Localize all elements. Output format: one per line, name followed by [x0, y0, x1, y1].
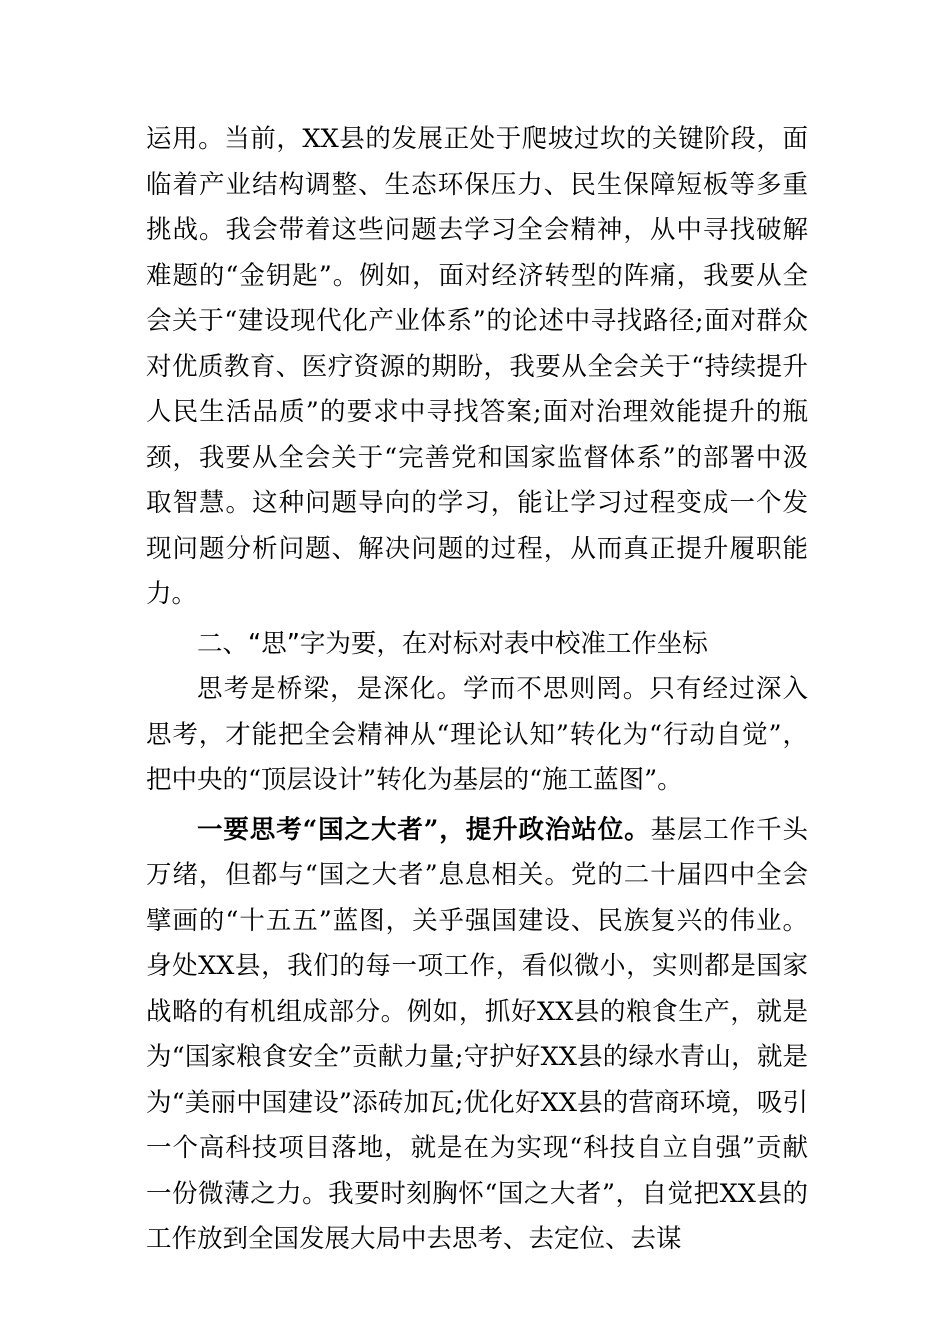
document-body — [146, 117, 808, 1263]
paragraph-point-one — [146, 808, 808, 1263]
paragraph-continued: 运用。当前，XX县的发展正处于爬坡过坎的关键阶段，面临着产业结构调整、生态环保压力、民生保障短板等多重挑战。我会带着这些问题去学习全会精神，从中寻找破解难题的“金钥匙”。例如，面对经济转型的阵痛，我要从全会关于“建设现代化产业体系”的论述中寻找路径;面对群众对优质教育、医疗资源的期盼，我要从全会关于“持续提升人民生活品质”的要求中寻找答案;面对治理效能提升的瓶颈，我要从全会关于“完善党和国家监督体系”的部署中汲取智慧。这种问题导向的学习，能让学习过程变成一个发现问题分析问题、解决问题的过程，从而真正提升履职能力。 — [146, 124, 808, 609]
section-heading: 二、“思”字为要，在对标对表中校准工作坐标 — [197, 628, 708, 659]
paragraph-intro: 思考是桥梁，是深化。学而不思则罔。只有经过深入思考，才能把全会精神从“理论认知”转化为“行动自觉”，把中央的“顶层设计”转化为基层的“施工蓝图”。 — [146, 674, 808, 795]
paragraph-body: 基层工作千头万绪，但都与“国之大者”息息相关。党的二十届四中全会擘画的“十五五”蓝图，关乎强国建设、民族复兴的伟业。身处XX县，我们的每一项工作，看似微小，实则都是国家战略的有机组成部分。例如，抓好XX县的粮食生产，就是为“国家粮食安全”贡献力量;守护好XX县的绿水青山，就是为“美丽中国建设”添砖加瓦;优化好XX县的营商环境，吸引一个高科技项目落地，就是在为实现“科技自立自强”贡献一份微薄之力。我要时刻胸怀“国之大者”，自觉把XX县的工作放到全国发展大局中去思考、去定位、去谋 — [146, 814, 808, 1254]
paragraph-lead-bold: 一要思考“国之大者”，提升政治站位。 — [197, 814, 651, 845]
